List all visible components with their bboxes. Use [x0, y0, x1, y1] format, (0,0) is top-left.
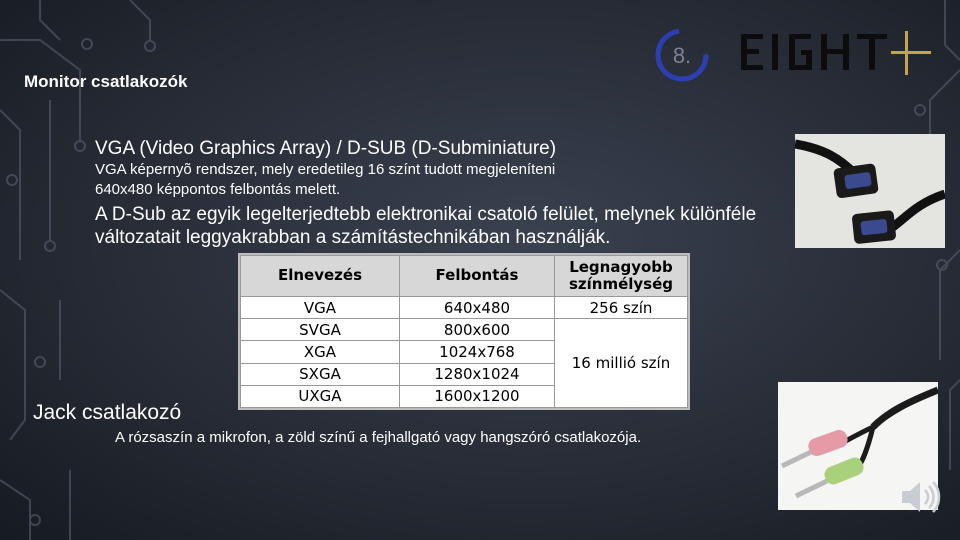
- table-header-row: [241, 256, 688, 297]
- cell-resolution: 1024x768: [400, 341, 555, 363]
- vga-description-line2: 640x480 képpontos felbontás melett.: [95, 181, 341, 198]
- resolution-table: [240, 255, 688, 408]
- cell-depth-merged: 16 millió szín: [555, 319, 688, 408]
- header-name: Elnevezés: [241, 256, 400, 297]
- eight-wordmark-logo: [739, 28, 934, 78]
- jack-description: A rózsaszín a mikrofon, a zöld színű a fejhallgató vagy hangszóró csatlakozója.: [115, 429, 642, 446]
- cell-name: SXGA: [241, 363, 400, 385]
- cell-name: UXGA: [241, 385, 400, 407]
- dsub-description: A D-Sub az egyik legelterjedtebb elektronikai csatoló felület, melynek különféle változatait leggyakrabban a számítástechnikában használják.: [95, 204, 757, 248]
- cell-resolution: 800x600: [400, 319, 555, 341]
- header-resolution: Felbontás: [400, 256, 555, 297]
- cell-resolution: 1280x1024: [400, 363, 555, 385]
- table-row: [241, 296, 688, 318]
- speaker-icon[interactable]: [898, 476, 942, 518]
- vga-description-line1: VGA képernyõ rendszer, mely eredetileg 16 színt tudott megjeleníteni: [95, 161, 556, 178]
- eight-badge-logo: [652, 25, 712, 85]
- cell-resolution: 1600x1200: [400, 385, 555, 407]
- vga-cable-photo: [795, 134, 945, 248]
- badge-text: 8.: [672, 43, 692, 68]
- header-color-depth: Legnagyobb színmélység: [555, 256, 688, 297]
- cell-resolution: 640x480: [400, 296, 555, 318]
- cell-name: XGA: [241, 341, 400, 363]
- slide-title: Monitor csatlakozók: [24, 72, 188, 91]
- table-row: [241, 319, 688, 341]
- cell-name: VGA: [241, 296, 400, 318]
- cell-depth: 256 szín: [555, 296, 688, 318]
- jack-heading: Jack csatlakozó: [33, 401, 182, 424]
- vga-heading: VGA (Video Graphics Array) / D-SUB (D-Subminiature): [95, 138, 557, 159]
- cell-name: SVGA: [241, 319, 400, 341]
